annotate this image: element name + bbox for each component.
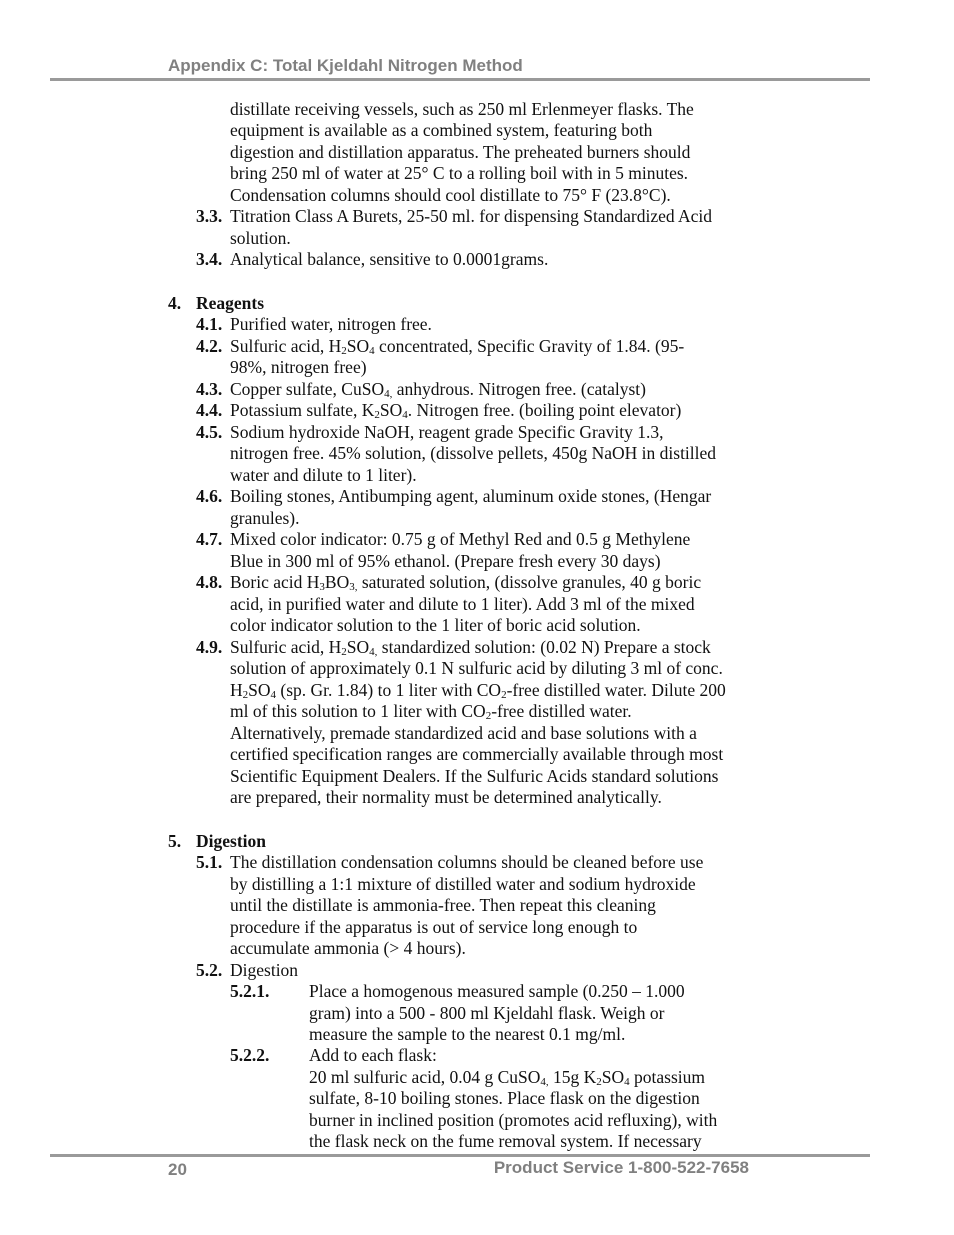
item-text: granules). bbox=[230, 508, 300, 528]
footer-service-phone: Product Service 1-800-522-7658 bbox=[493, 1158, 749, 1177]
item-text: solution of approximately 0.1 N sulfuric acid by diluting 3 ml of conc. bbox=[230, 658, 723, 678]
footer-rule bbox=[50, 1154, 870, 1157]
item-text: Blue in 300 ml of 95% ethanol. (Prepare fresh every 30 days) bbox=[230, 551, 661, 571]
item-number: 4.6. bbox=[196, 486, 223, 506]
item-text: accumulate ammonia (> 4 hours). bbox=[230, 938, 466, 958]
item-text: Mixed color indicator: 0.75 g of Methyl Red and 0.5 g Methylene bbox=[230, 529, 691, 549]
item-text: $H_2SO_4$ (sp. Gr. 1.84) to 1 liter with $CO_2$-free distilled water. Dilute 200 bbox=[230, 680, 726, 701]
item-number: 4.3. bbox=[196, 379, 223, 399]
section-heading: Digestion bbox=[196, 831, 266, 851]
paragraph-line: Condensation columns should cool distillate to 75° F (23.8°C). bbox=[230, 185, 671, 205]
item-text: Sulfuric acid, $H_2SO_{4,}$ standardized solution: (0.02 N) Prepare a stock bbox=[230, 637, 711, 658]
item-text: Sulfuric acid, $H_2SO_4$ concentrated, Specific Gravity of 1.84. (95- bbox=[230, 336, 685, 357]
item-text: color indicator solution to the 1 liter of boric acid solution. bbox=[230, 615, 641, 635]
item-text: by distilling a 1:1 mixture of distilled water and sodium hydroxide bbox=[230, 874, 696, 894]
subitem-number: 5.2.1. bbox=[230, 981, 270, 1001]
item-text: until the distillate is ammonia-free. Then repeat this cleaning bbox=[230, 895, 656, 915]
item-text: Digestion bbox=[230, 960, 299, 980]
item-text: certified specification ranges are commercially available through most bbox=[230, 744, 724, 764]
item-number: 3.4. bbox=[196, 249, 223, 269]
item-number: 4.1. bbox=[196, 314, 223, 334]
item-text: Boric acid $H_3BO_{3,}$ saturated solution, (dissolve granules, 40 g boric bbox=[230, 572, 702, 593]
item-text: acid, in purified water and dilute to 1 liter). Add 3 ml of the mixed bbox=[230, 594, 695, 614]
paragraph-line: distillate receiving vessels, such as 250 ml Erlenmeyer flasks. The bbox=[230, 99, 694, 119]
item-number: 4.7. bbox=[196, 529, 223, 549]
item-text: Titration Class A Burets, 25-50 ml. for dispensing Standardized Acid bbox=[230, 206, 713, 226]
item-number: 3.3. bbox=[196, 206, 223, 226]
subitem-number: 5.2.2. bbox=[230, 1045, 270, 1065]
item-text: Purified water, nitrogen free. bbox=[230, 314, 432, 334]
item-number: 5.1. bbox=[196, 852, 223, 872]
item-number: 5.2. bbox=[196, 960, 223, 980]
header-rule bbox=[50, 78, 870, 81]
page-number: 20 bbox=[168, 1160, 187, 1179]
item-number: 4.8. bbox=[196, 572, 223, 592]
paragraph-line: digestion and distillation apparatus. The preheated burners should bbox=[230, 142, 691, 162]
subitem-text: Add to each flask: bbox=[309, 1045, 437, 1065]
section-number: 5. bbox=[168, 831, 182, 851]
subitem-text: burner in inclined position (promotes acid refluxing), with bbox=[309, 1110, 718, 1130]
paragraph-line: equipment is available as a combined system, featuring both bbox=[230, 120, 653, 140]
item-number: 4.4. bbox=[196, 400, 223, 420]
subitem-text: 20 ml sulfuric acid, 0.04 g CuSO$_{4,}$ 15g $K_2SO_4$ potassium bbox=[309, 1067, 705, 1088]
item-text: solution. bbox=[230, 228, 291, 248]
item-text: 98%, nitrogen free) bbox=[230, 357, 367, 377]
item-text: Copper sulfate, CuSO$_{4,}$ anhydrous. Nitrogen free. (catalyst) bbox=[230, 379, 646, 400]
item-number: 4.2. bbox=[196, 336, 223, 356]
subitem-text: Place a homogenous measured sample (0.250 – 1.000 bbox=[309, 981, 685, 1001]
section-heading: Reagents bbox=[196, 293, 265, 313]
item-text: procedure if the apparatus is out of service long enough to bbox=[230, 917, 638, 937]
item-number: 4.5. bbox=[196, 422, 223, 442]
item-text: Potassium sulfate, $K_2SO_4$. Nitrogen free. (boiling point elevator) bbox=[230, 400, 682, 421]
item-text: Analytical balance, sensitive to 0.0001grams. bbox=[230, 249, 549, 269]
item-text: nitrogen free. 45% solution, (dissolve pellets, 450g NaOH in distilled bbox=[230, 443, 717, 463]
item-text: Boiling stones, Antibumping agent, aluminum oxide stones, (Hengar bbox=[230, 486, 712, 506]
item-text: Sodium hydroxide NaOH, reagent grade Specific Gravity 1.3, bbox=[230, 422, 664, 442]
section-number: 4. bbox=[168, 293, 182, 313]
item-number: 4.9. bbox=[196, 637, 223, 657]
item-text: Scientific Equipment Dealers. If the Sulfuric Acids standard solutions bbox=[230, 766, 719, 786]
item-text: are prepared, their normality must be determined analytically. bbox=[230, 787, 662, 807]
item-text: ml of this solution to 1 liter with $CO_2$-free distilled water. bbox=[230, 701, 632, 722]
subitem-text: measure the sample to the nearest 0.1 mg/ml. bbox=[309, 1024, 626, 1044]
subitem-text: sulfate, 8-10 boiling stones. Place flask on the digestion bbox=[309, 1088, 700, 1108]
subitem-text: the flask neck on the fume removal system. If necessary bbox=[309, 1131, 702, 1151]
item-text: Alternatively, premade standardized acid and base solutions with a bbox=[230, 723, 697, 743]
page-header-title: Appendix C: Total Kjeldahl Nitrogen Method bbox=[168, 56, 523, 75]
paragraph-line: bring 250 ml of water at 25° C to a rolling boil with in 5 minutes. bbox=[230, 163, 689, 183]
item-text: The distillation condensation columns should be cleaned before use bbox=[230, 852, 704, 872]
item-text: water and dilute to 1 liter). bbox=[230, 465, 417, 485]
subitem-text: gram) into a 500 - 800 ml Kjeldahl flask. Weigh or bbox=[309, 1003, 665, 1023]
